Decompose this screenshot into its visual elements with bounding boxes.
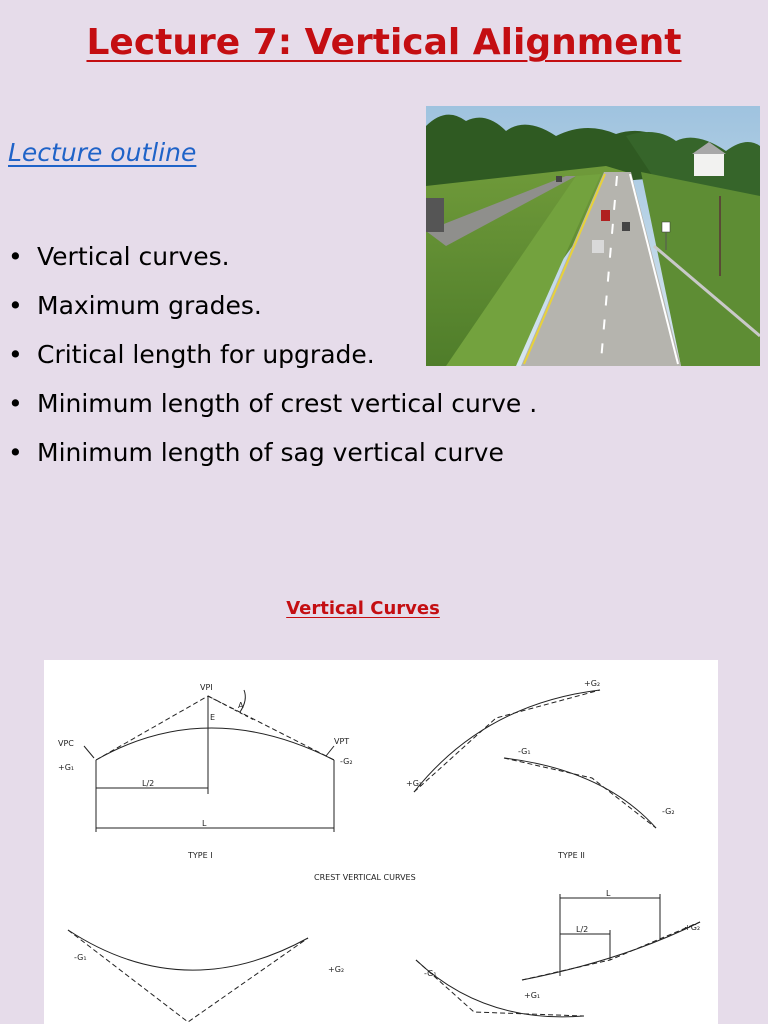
sag-tangent (68, 930, 308, 1022)
sag-curve (522, 922, 700, 980)
bullet-text: Critical length for upgrade. (37, 340, 375, 369)
type2-g2-label: +G₂ (584, 679, 601, 688)
sag-curve (416, 960, 584, 1017)
sag-curve (68, 930, 308, 970)
type2-caption: TYPE II (558, 851, 585, 860)
e-label: E (210, 713, 216, 722)
lecture-outline-heading: Lecture outline (8, 138, 197, 167)
sag-left-g2-label: +G₂ (328, 965, 345, 974)
sag-tangent (416, 960, 584, 1016)
type2-curve (414, 690, 600, 792)
bullet-item (8, 330, 537, 379)
vertical-curves-figure (44, 660, 718, 1024)
type2-neg-g2-label: -G₂ (662, 807, 675, 816)
bullet-dot-icon: • (8, 389, 23, 418)
type2-tangent (414, 690, 600, 792)
tangent-line (96, 696, 208, 760)
sag-right-length-label: L (606, 889, 611, 898)
bullet-item (8, 232, 537, 281)
bullet-text: Vertical curves. (37, 242, 230, 271)
bullet-text: Maximum grades. (37, 291, 262, 320)
bullet-dot-icon: • (8, 291, 23, 320)
type2-curve (504, 758, 656, 828)
slide-title: Lecture 7: Vertical Alignment (86, 22, 682, 63)
vpc-label: VPC (58, 739, 74, 748)
bullet-text: Minimum length of crest vertical curve . (37, 389, 538, 418)
crest-curve (96, 728, 334, 760)
half-length-label: L/2 (142, 779, 155, 788)
bullet-dot-icon: • (8, 438, 23, 467)
angle-a-label: A (238, 701, 244, 710)
vpi-label: VPI (200, 683, 213, 692)
tangent-line (208, 696, 334, 760)
sag-tangent (522, 922, 700, 980)
type2-g1-label: +G₁ (406, 779, 423, 788)
bullet-item (8, 379, 537, 428)
sag-right-g1-label: +G₁ (524, 991, 541, 1000)
sag-right-g2-label: +G₂ (684, 923, 701, 932)
bullet-item (8, 428, 537, 477)
type1-caption: TYPE I (188, 851, 213, 860)
sag-right-half-length-label: L/2 (576, 925, 589, 934)
vertical-curves-diagram (44, 660, 718, 1024)
type2-neg-g1-label: -G₁ (518, 747, 531, 756)
g1-label: +G₁ (58, 763, 75, 772)
g2-label: -G₂ (340, 757, 353, 766)
sag-right-neg-g1-label: -G₁ (424, 969, 437, 978)
bullet-dot-icon: • (8, 242, 23, 271)
vpc-leader (84, 746, 94, 758)
type2-tangent (504, 758, 656, 828)
length-label: L (202, 819, 207, 828)
vpt-leader (326, 746, 334, 756)
crest-caption: CREST VERTICAL CURVES (314, 873, 416, 882)
vpt-label: VPT (334, 737, 350, 746)
bullet-text: Minimum length of sag vertical curve (37, 438, 504, 467)
outline-bullet-list (8, 232, 537, 477)
bullet-dot-icon: • (8, 340, 23, 369)
sag-left-g1-label: -G₁ (74, 953, 87, 962)
bullet-item (8, 281, 537, 330)
vertical-curves-heading: Vertical Curves (286, 598, 440, 619)
